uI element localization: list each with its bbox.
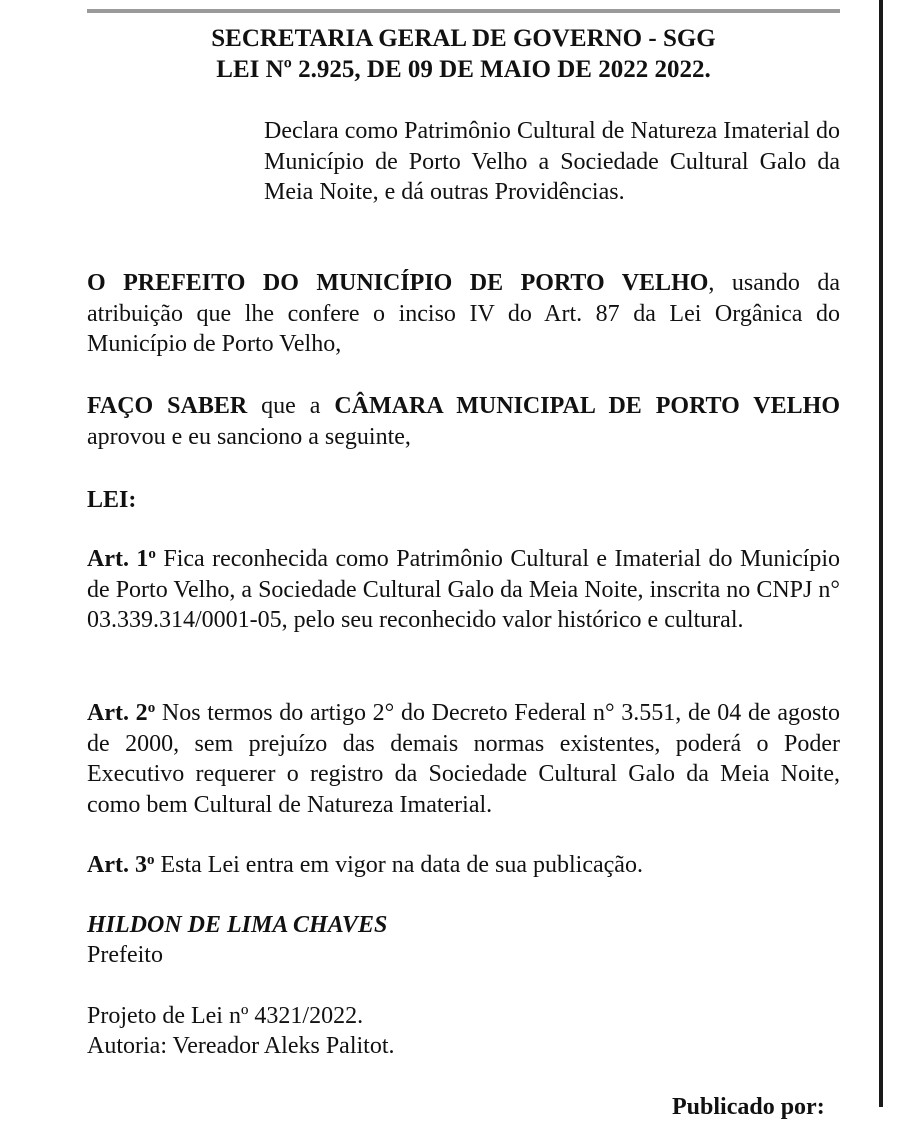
- article-2-text: Nos termos do artigo 2° do Decreto Federal n° 3.551, de 04 de agosto de 2000, sem prejuízo das demais normas existentes, poderá o Poder Executivo requerer o registro da Sociedade Cultural Galo da Meia Noite, como bem Cultural de Natureza Imaterial.: [87, 700, 841, 818]
- header-lei-number: LEI Nº 2.925, DE 09 DE MAIO DE 2022 2022.: [216, 56, 711, 83]
- article-1: [87, 544, 840, 636]
- faco-saber-paragraph: [87, 391, 840, 452]
- preamble-paragraph: [87, 268, 840, 360]
- faco-saber-lead: FAÇO SABER: [87, 393, 248, 419]
- article-2: [87, 698, 840, 820]
- faco-saber-end: aprovou e eu sanciono a seguinte,: [87, 423, 411, 450]
- projeto-de-lei: Projeto de Lei nº 4321/2022.: [87, 1003, 364, 1029]
- ementa: Declara como Patrimônio Cultural de Natureza Imaterial do Município de Porto Velho a Sociedade Cultural Galo da Meia Noite, e dá outras Providências.: [264, 118, 840, 205]
- preamble-text: , usando da atribuição que lhe confere o inciso IV do Art. 87 da Lei Orgânica do Município de Porto Velho,: [87, 270, 840, 357]
- article-3-label: [87, 852, 154, 878]
- faco-saber-mid: que a: [247, 393, 335, 419]
- article-1-label: [87, 546, 156, 572]
- article-2-ordinal: o: [147, 700, 156, 716]
- top-rule: [87, 9, 840, 13]
- header-secretaria: SECRETARIA GERAL DE GOVERNO - SGG: [211, 25, 716, 52]
- autoria: Autoria: Vereador Aleks Palitot.: [87, 1033, 395, 1059]
- preamble-bold-lead: O PREFEITO DO MUNICÍPIO DE PORTO VELHO: [87, 270, 709, 296]
- article-2-label-text: Art. 2: [87, 700, 148, 726]
- article-3: [87, 850, 840, 881]
- article-1-text: Fica reconhecida como Patrimônio Cultural e Imaterial do Município de Porto Velho, a Sociedade Cultural Galo da Meia Noite, inscrita no CNPJ n° 03.339.314/0001-05, pelo seu reconhecido valor histórico e cultural.: [87, 546, 840, 633]
- signatory-role: Prefeito: [87, 942, 163, 968]
- camara-name: CÂMARA MUNICIPAL DE PORTO VELHO: [334, 393, 840, 419]
- article-3-ordinal: o: [146, 852, 155, 868]
- signatory-name: HILDON DE LIMA CHAVES: [87, 912, 388, 938]
- lei-label: LEI:: [87, 487, 137, 513]
- article-1-label-text: Art. 1: [87, 546, 149, 572]
- publicado-por: Publicado por:: [672, 1094, 825, 1120]
- article-1-ordinal: o: [148, 546, 156, 562]
- article-3-text: Esta Lei entra em vigor na data de sua publicação.: [154, 852, 643, 878]
- page-edge-border: [879, 0, 883, 1107]
- article-3-label-text: Art. 3: [87, 852, 147, 878]
- article-2-label: [87, 700, 155, 726]
